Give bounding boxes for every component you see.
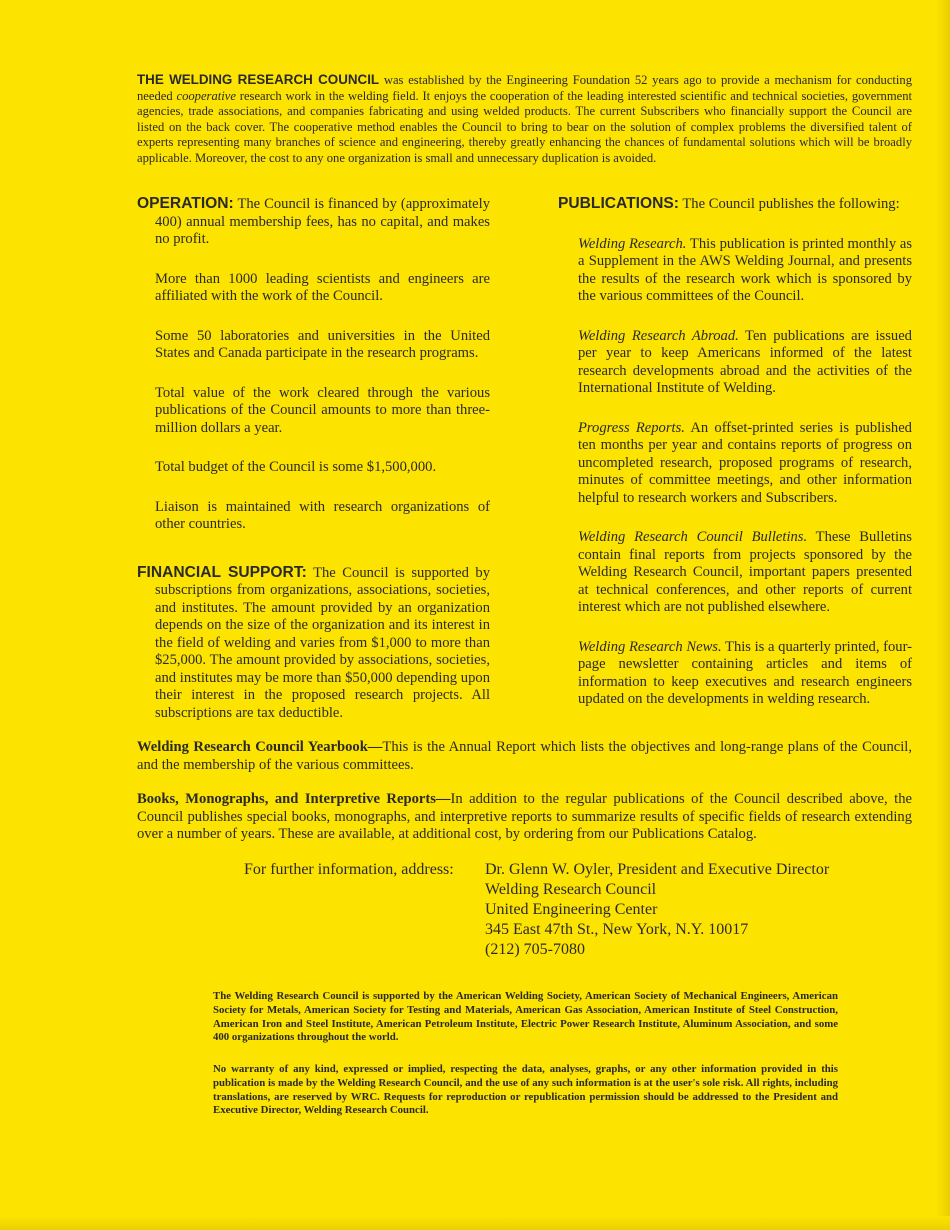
publications-lead: The Council publishes the following:	[679, 196, 900, 212]
intro-text-2: research work in the welding field. It enjoys the cooperation of the leading interested scientific and technical societies, government agencies, trade associations, and companies fabricating and using welded products. The current Subscribers who financially support the Council are listed on the back cover. The cooperative method enables the Council to bring to bear on the solution of complex problems the diversified talent of experts representing many branches of science and engineering, thereby greatly enhancing the chances of fundamental solutions which will be broadly applicable. Moreover, the cost to any one organization is small and unnecessary duplication is avoided.	[137, 88, 912, 165]
books-text: In addition to the regular publications of the Council described above, the Council publishes special books, monographs, and interpretive reports to summarize results of specific fields of research extending over a number of years. These are available, at additional cost, by ordering from our Publications Catalog.	[137, 791, 912, 842]
intro-emphasis: cooperative	[176, 88, 236, 103]
publication-text: An offset-printed series is published ten months per year and contains reports of progress on uncompleted research, proposed programs of research, minutes of committee meetings, and other information helpful to research workers and Subscribers.	[578, 419, 912, 506]
operation-heading: OPERATION:	[137, 195, 234, 212]
publication-text: These Bulletins contain final reports from projects sponsored by the Welding Research Council, important papers presented at technical conferences, and other reports of current interest which are not published elsewhere.	[578, 529, 912, 615]
operation-item: Total value of the work cleared through the various publications of the Council amounts to more than three-million dollars a year.	[155, 384, 490, 436]
yearbook-text: This is the Annual Report which lists the objectives and long-range plans of the Council, and the membership of the various committees.	[137, 739, 912, 773]
publication-title: Welding Research.	[578, 235, 687, 252]
address-line: Welding Research Council	[485, 881, 657, 898]
address-line: Dr. Glenn W. Oyler, President and Executive Director	[485, 861, 830, 878]
warranty-statement: No warranty of any kind, expressed or implied, respecting the data, analyses, graphs, or any other information provided in this publication is made by the Welding Research Council, and the use of any such information is at the user's sole risk. All rights, including translations, are reserved by WRC. Requests for reproduction or republication permission should be addressed to the President and Executive Director, Welding Research Council.	[213, 1063, 838, 1117]
intro-paragraph	[137, 72, 912, 167]
address-line: United Engineering Center	[485, 901, 658, 918]
financial-paragraph	[137, 564, 490, 723]
page-edge-shadow	[936, 0, 950, 1230]
address-label: For further information, address:	[244, 861, 454, 878]
publication-item	[558, 420, 912, 508]
publication-item	[558, 236, 912, 306]
right-column	[558, 195, 912, 709]
financial-heading: FINANCIAL SUPPORT:	[137, 563, 307, 581]
books-title: Books, Monographs, and Interpretive Reports—	[137, 791, 451, 807]
publications-heading: PUBLICATIONS:	[558, 195, 679, 212]
address-line: (212) 705-7080	[485, 941, 585, 958]
publication-title: Welding Research Council Bulletins.	[578, 529, 808, 545]
operation-item: More than 1000 leading scientists and engineers are affiliated with the work of the Council.	[155, 270, 490, 304]
publication-text: This publication is printed monthly as a Supplement in the AWS Welding Journal, and presents the results of the research work which is sponsored by the various committees of the Council.	[578, 235, 912, 304]
operation-item: Total budget of the Council is some $1,500,000.	[155, 459, 437, 475]
operation-lead: The Council is financed by (approximately 400) annual membership fees, has no capital, and makes no profit.	[155, 196, 490, 247]
operation-item: Some 50 laboratories and universities in the United States and Canada participate in the research programs.	[155, 327, 490, 361]
page-bottom-edge	[0, 1216, 950, 1230]
financial-text: The Council is supported by subscriptions from organizations, associations, societies, and institutes. The amount provided by an organization depends on the size of the organization and its interest in the field of welding and varies from $1,000 to more than $25,000. The amount provided by associations, societies, and institutes may be more than $50,000 depending upon their interest in the proposed research projects. All subscriptions are tax deductible.	[155, 564, 491, 721]
publication-item	[558, 529, 912, 617]
intro-heading: THE WELDING RESEARCH COUNCIL	[137, 72, 380, 87]
yearbook-title: Welding Research Council Yearbook—	[137, 739, 383, 755]
operation-item: Liaison is maintained with research organizations of other countries.	[155, 498, 490, 532]
left-column	[137, 195, 490, 722]
address-block	[485, 860, 829, 960]
publication-title: Welding Research Abroad.	[578, 327, 739, 344]
publication-title: Progress Reports.	[578, 419, 685, 436]
publication-item	[558, 328, 912, 398]
publications-paragraph	[558, 195, 912, 214]
support-statement: The Welding Research Council is supported by the American Welding Society, American Society of Mechanical Engineers, American Society for Metals, American Society for Testing and Materials, American Gas Association, American Institute of Steel Construction, American Iron and Steel Institute, American Petroleum Institute, Electric Power Research Institute, Aluminum Association, and some 400 organizations throughout the world.	[213, 990, 838, 1044]
operation-paragraph	[137, 195, 490, 249]
publication-text: Ten publications are issued per year to keep Americans informed of the latest research developments abroad and the activities of the International Institute of Welding.	[578, 327, 912, 396]
publication-title: Welding Research News.	[578, 638, 722, 655]
intro-text-1: was established by the Engineering Foundation 52 years ago to provide a mechanism for conducting needed	[137, 73, 913, 103]
books-paragraph	[137, 791, 912, 844]
publication-text: This is a quarterly printed, four-page newsletter containing articles and items of information to keep executives and research engineers updated on the developments in welding research.	[578, 638, 912, 707]
yearbook-paragraph	[137, 739, 912, 774]
address-line: 345 East 47th St., New York, N.Y. 10017	[485, 921, 749, 938]
publication-item	[558, 639, 912, 709]
